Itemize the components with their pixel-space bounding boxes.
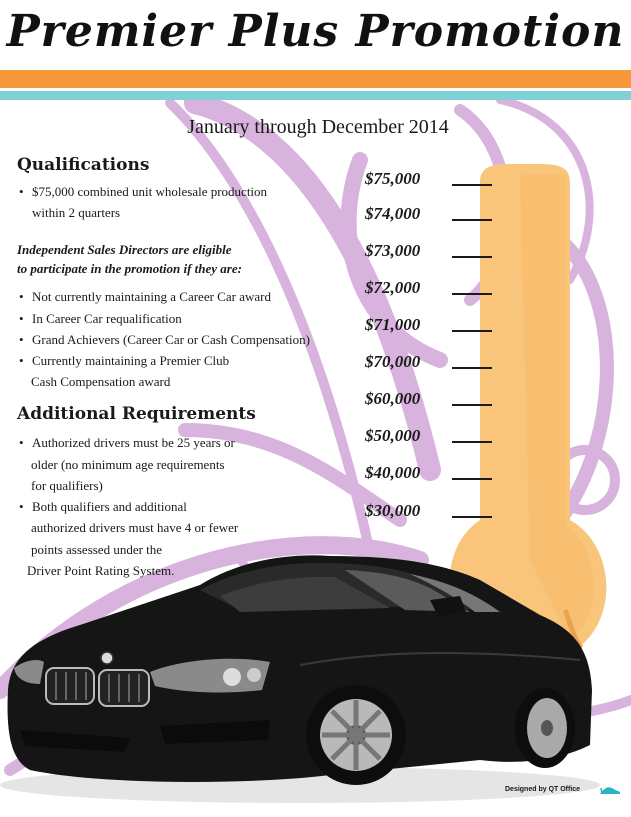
level-amount: $71,000 [365,315,421,334]
page-title: Premier Plus Promotion [6,6,625,57]
level-amount: $70,000 [365,352,421,371]
level-amount: $60,000 [365,389,421,408]
bullet: • [19,353,24,368]
level-amount: $74,000 [365,204,421,223]
qualifications-heading: Qualifications [17,155,150,175]
requirement-line: for qualifiers) [31,478,103,493]
requirement-line: points assessed under the [31,542,163,557]
eligibility-item: In Career Car requalification [32,311,182,326]
requirement-line: older (no minimum age requirements [31,457,225,472]
additional-requirements-heading: Additional Requirements [17,404,256,424]
requirement-line: Authorized drivers must be 25 years or [32,435,235,450]
eligibility-intro-line: Independent Sales Directors are eligible [17,242,232,257]
bullet: • [19,499,24,514]
eligibility-item: Cash Compensation award [31,374,171,389]
requirement-line: Driver Point Rating System. [27,563,175,578]
eligibility-item: Not currently maintaining a Career Car award [32,289,271,304]
qualification-line: $75,000 combined unit wholesale production [32,184,268,199]
eligibility-item: Grand Achievers (Career Car or Cash Compensation) [32,332,310,347]
qualification-line: within 2 quarters [32,205,121,220]
level-amount: $30,000 [365,501,421,520]
bullet: • [19,184,24,199]
bullet: • [19,332,24,347]
period-subtitle: January through December 2014 [187,116,449,138]
level-amount: $72,000 [365,278,421,297]
bullet: • [19,289,24,304]
requirement-line: authorized drivers must have 4 or fewer [31,520,239,535]
eligibility-item: Currently maintaining a Premier Club [32,353,230,368]
requirement-line: Both qualifiers and additional [32,499,187,514]
level-amount: $73,000 [365,241,421,260]
level-amount: $75,000 [365,169,421,188]
designer-credit: Designed by QT Office [505,786,581,793]
eligibility-intro-line: to participate in the promotion if they are: [17,261,242,276]
bullet: • [19,311,24,326]
level-amount: $40,000 [365,463,421,482]
level-amount: $50,000 [365,426,421,445]
bullet: • [19,435,24,450]
shoe-icon [598,782,622,796]
